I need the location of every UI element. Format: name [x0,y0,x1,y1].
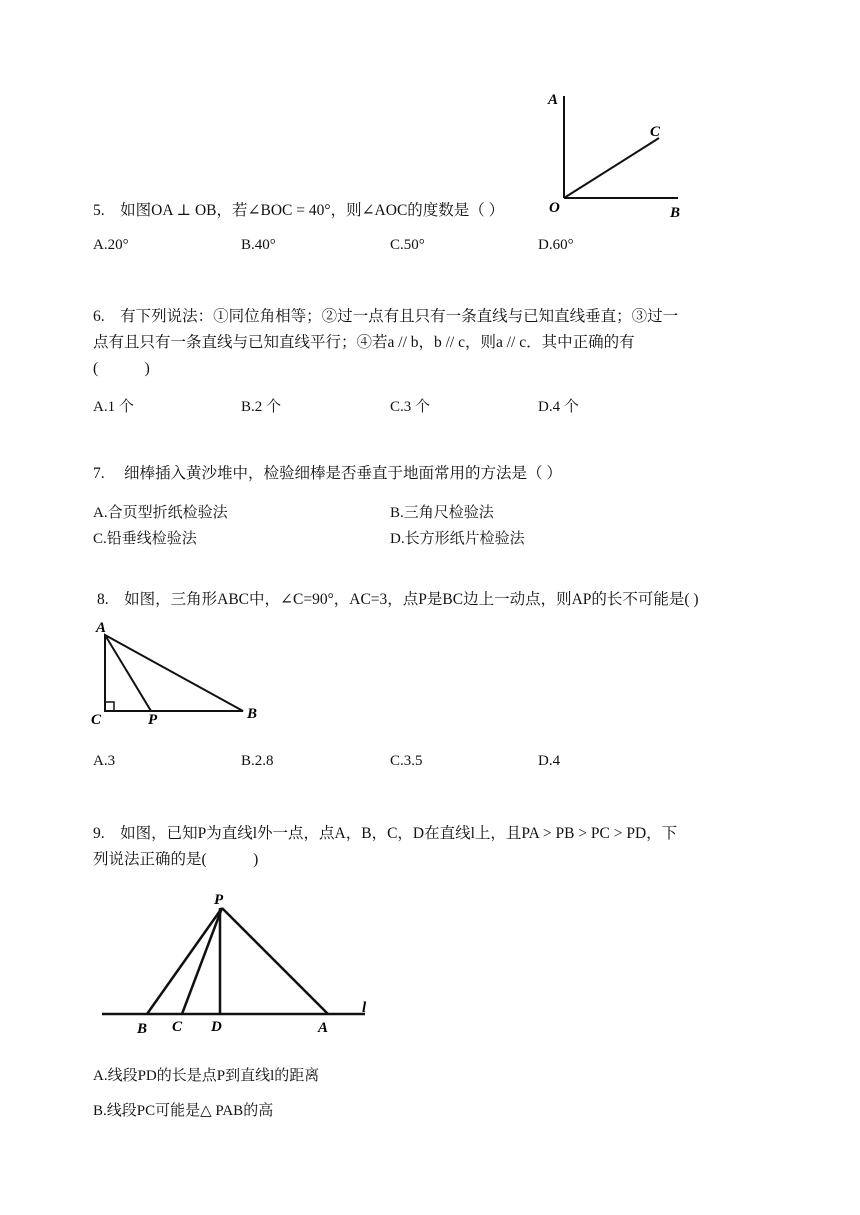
q7-option-d[interactable]: D.长方形纸片检验法 [390,531,525,547]
q5-option-b[interactable]: B.40° [241,237,276,253]
q8-stem [97,587,699,613]
segment-pc [182,908,222,1014]
label-a: A [548,92,559,108]
q8-text: 如图，三角形ABC中，∠C=90°，AC=3，点P是BC边上一动点，则AP的长不可能是( ) [124,591,699,608]
segment-ap [105,635,151,711]
q9-line-1: 如图，已知P为直线l外一点，点A，B，C，D在直线l上，且PA > PB > PC > PD，下 [120,825,678,842]
label-d: D [211,1019,222,1035]
label-b: B [670,205,681,221]
label-c: C [91,712,102,728]
q5-option-c[interactable]: C.50° [390,237,425,253]
segment-pb [147,908,222,1014]
q9-option-b[interactable]: B.线段PC可能是△ PAB的高 [93,1103,274,1119]
segment-pa [222,908,328,1014]
label-a: A [318,1020,329,1036]
q7-text: 细棒插入黄沙堆中，检验细棒是否垂直于地面常用的方法是（ ） [124,465,562,482]
q7-number: 7. [93,465,105,482]
label-b: B [137,1021,148,1037]
q9-stem [93,821,677,873]
q6-line-2: 点有且只有一条直线与已知直线平行；④若a // b，b // c，则a // c．其中正确的有 [93,334,635,351]
q5-text: 如图OA ⊥ OB，若∠BOC = 40°，则∠AOC的度数是（ ） [120,202,505,219]
q9-number: 9. [93,825,105,842]
q7-stem [93,461,562,487]
q8-figure [88,618,268,728]
q6-stem [93,304,678,382]
label-c: C [650,124,661,140]
q6-line-3: ( ) [93,360,150,377]
label-p: P [214,892,224,908]
q5-stem [93,198,504,224]
q5-number: 5. [93,202,105,219]
triangle-abc [105,635,243,711]
q8-option-a[interactable]: A.3 [93,753,116,769]
right-angle-mark [105,702,114,711]
q5-option-a[interactable]: A.20° [93,237,129,253]
label-a: A [96,620,107,636]
label-b: B [247,706,258,722]
q7-option-c[interactable]: C.铅垂线检验法 [93,531,197,547]
q6-option-d[interactable]: D.4 个 [538,399,579,415]
ray-oc [564,138,659,198]
q9-line-2: 列说法正确的是( ) [93,851,259,868]
label-p: P [148,712,158,728]
q5-figure [540,88,690,223]
label-c: C [172,1019,183,1035]
q6-option-c[interactable]: C.3 个 [390,399,431,415]
q8-option-c[interactable]: C.3.5 [390,753,423,769]
q6-option-a[interactable]: A.1 个 [93,399,134,415]
q7-option-a[interactable]: A.合页型折纸检验法 [93,505,228,521]
q9-figure [100,888,385,1043]
q6-option-b[interactable]: B.2 个 [241,399,282,415]
label-l: l [362,1000,367,1016]
label-o: O [549,200,560,216]
q8-option-d[interactable]: D.4 [538,753,561,769]
q8-number: 8. [97,591,109,608]
q7-option-b[interactable]: B.三角尺检验法 [390,505,494,521]
q6-number: 6. [93,308,105,325]
q9-option-a[interactable]: A.线段PD的长是点P到直线l的距离 [93,1068,320,1084]
q8-option-b[interactable]: B.2.8 [241,753,274,769]
q5-option-d[interactable]: D.60° [538,237,574,253]
q6-line-1: 有下列说法：①同位角相等；②过一点有且只有一条直线与已知直线垂直；③过一 [120,308,679,325]
